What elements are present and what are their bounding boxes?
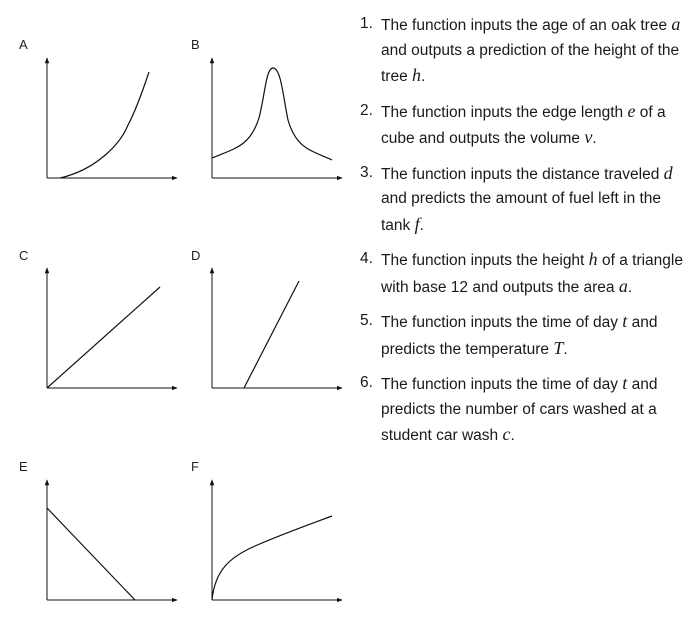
variable: h	[588, 249, 598, 269]
question-item	[354, 247, 684, 300]
variable: c	[502, 424, 511, 444]
question-text: .	[563, 340, 568, 358]
question-number: 6.	[360, 374, 373, 391]
graph-d	[191, 248, 342, 388]
variable: a	[618, 275, 628, 296]
question-item	[354, 12, 684, 90]
variable: e	[627, 100, 636, 121]
variable: v	[584, 127, 593, 147]
question-text: and predicts the number of cars washed at a student car wash	[381, 376, 658, 444]
variable: d	[663, 162, 673, 183]
graph-label-a: A	[19, 37, 28, 52]
graph-e	[19, 459, 177, 600]
question-number: 4.	[360, 250, 373, 267]
question-number: 2.	[360, 101, 373, 119]
question-item	[354, 161, 684, 239]
graph-d-line	[244, 281, 299, 388]
question-number: 5.	[360, 312, 373, 329]
question-text: The function inputs the height	[381, 252, 589, 269]
question-item	[354, 309, 684, 362]
question-text: and predicts the temperature	[381, 314, 658, 358]
graph-label-d: D	[191, 248, 201, 263]
question-item	[354, 371, 684, 449]
variable: t	[622, 373, 628, 393]
graph-a	[19, 37, 177, 178]
question-item	[354, 99, 684, 152]
graph-f-curve	[212, 516, 332, 600]
graph-f	[191, 459, 342, 600]
question-text: and outputs a prediction of the height of the tree	[381, 41, 680, 85]
graph-label-b: B	[191, 37, 200, 52]
graph-c-line	[47, 287, 160, 388]
question-text: .	[592, 130, 597, 147]
question-text: The function inputs the distance traveled	[381, 165, 664, 183]
question-number: 3.	[360, 163, 373, 181]
graph-label-e: E	[19, 459, 28, 474]
question-text: of a triangle with base 12 and outputs the area	[381, 252, 683, 296]
graph-b-curve	[212, 68, 332, 160]
question-text: .	[510, 427, 515, 444]
question-list	[354, 12, 684, 458]
question-text: .	[419, 216, 424, 234]
question-text: .	[421, 68, 426, 85]
graph-a-curve	[60, 72, 149, 178]
question-text: of a cube and outputs the volume	[381, 103, 666, 147]
graph-label-c: C	[19, 248, 29, 263]
question-number: 1.	[360, 15, 373, 32]
question-text: The function inputs the edge length	[381, 103, 628, 121]
variable: h	[412, 65, 422, 85]
graph-c	[19, 248, 177, 388]
question-text: and predicts the amount of fuel left in the tank	[381, 190, 662, 234]
question-text: The function inputs the age of an oak tree	[381, 17, 672, 34]
variable: t	[622, 311, 628, 331]
question-text: .	[627, 278, 633, 296]
variable: a	[671, 14, 681, 34]
question-text: The function inputs the time of day	[381, 314, 623, 331]
question-text: The function inputs the time of day	[381, 376, 623, 393]
variable: T	[553, 337, 564, 358]
graph-b	[191, 37, 342, 178]
graph-label-f: F	[191, 459, 199, 474]
variable: f	[414, 213, 420, 234]
graph-e-line	[47, 508, 135, 600]
